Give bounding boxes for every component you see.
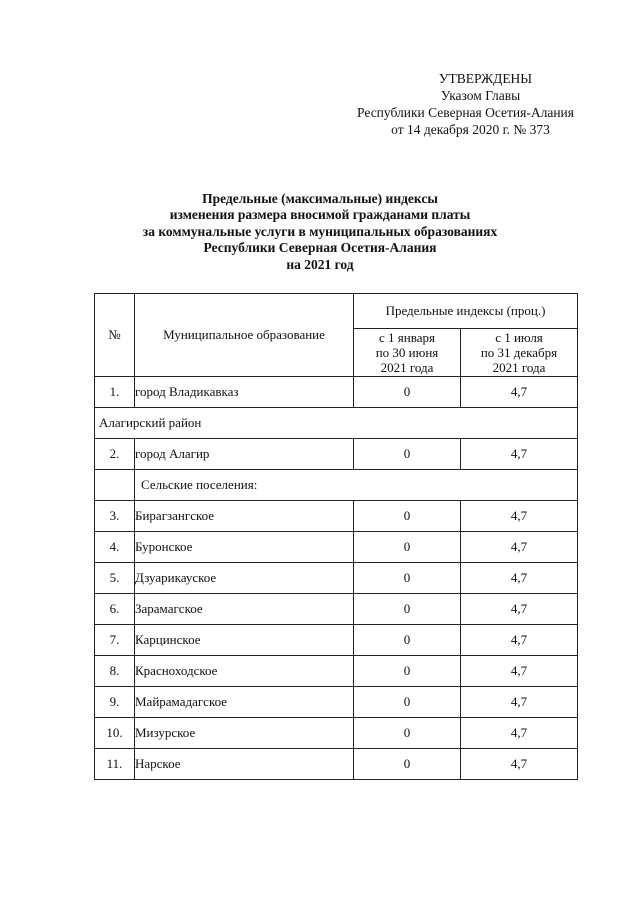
title-line-5: на 2021 год: [286, 256, 354, 272]
row-index-jan-jun: 0: [354, 625, 461, 656]
row-index-jan-jun: 0: [354, 687, 461, 718]
column-header-number: №: [95, 294, 135, 377]
table-row: [95, 532, 578, 563]
row-index-jan-jun: 0: [354, 594, 461, 625]
row-index-jul-dec: 4,7: [461, 563, 578, 594]
row-index-jan-jun: 0: [354, 656, 461, 687]
row-index-jul-dec: 4,7: [461, 718, 578, 749]
period-1-line-2: по 30 июня: [375, 345, 439, 360]
row-number: 6.: [95, 594, 135, 625]
period-2-line-2: по 31 декабря: [480, 345, 558, 360]
row-municipality: Нарское: [135, 749, 354, 780]
period-1-line-3: 2021 года: [380, 360, 434, 375]
row-index-jul-dec: 4,7: [461, 532, 578, 563]
row-index-jul-dec: 4,7: [461, 439, 578, 470]
subsection-row-rural: [95, 470, 578, 501]
approval-region: Республики Северная Осетия-Алания: [357, 105, 574, 120]
table-row: [95, 377, 578, 408]
approval-authority: Указом Главы: [440, 88, 521, 103]
title-line-1: Предельные (максимальные) индексы: [202, 191, 438, 206]
row-municipality: Красноходское: [135, 656, 354, 687]
column-header-period-2: [461, 329, 578, 377]
table-row: [95, 687, 578, 718]
row-index-jul-dec: 4,7: [461, 377, 578, 408]
row-index-jan-jun: 0: [354, 532, 461, 563]
column-header-period-1: [354, 329, 461, 377]
table-row: [95, 594, 578, 625]
row-index-jul-dec: 4,7: [461, 594, 578, 625]
row-number: 11.: [95, 749, 135, 780]
table-row: [95, 439, 578, 470]
row-number: 8.: [95, 656, 135, 687]
table-row: [95, 749, 578, 780]
table-row: [95, 625, 578, 656]
row-number: 5.: [95, 563, 135, 594]
table-row: [95, 563, 578, 594]
row-municipality: город Владикавказ: [135, 377, 354, 408]
title-line-2: изменения размера вносимой гражданами платы: [169, 207, 471, 223]
row-index-jul-dec: 4,7: [461, 501, 578, 532]
row-number: 10.: [95, 718, 135, 749]
row-municipality: Мизурское: [135, 718, 354, 749]
row-index-jul-dec: 4,7: [461, 687, 578, 718]
indices-table: [94, 293, 578, 780]
title-line-3: за коммунальные услуги в муниципальных образованиях: [142, 223, 498, 239]
section-label-alagir: Алагирский район: [95, 408, 578, 439]
column-header-indices: Предельные индексы (проц.): [354, 294, 578, 329]
row-index-jan-jun: 0: [354, 749, 461, 780]
row-index-jan-jun: 0: [354, 563, 461, 594]
row-index-jan-jun: 0: [354, 377, 461, 408]
section-row-alagir: [95, 408, 578, 439]
row-number: 7.: [95, 625, 135, 656]
row-index-jan-jun: 0: [354, 501, 461, 532]
approval-stamp: [357, 70, 574, 138]
table-header-row: [95, 294, 578, 329]
title-line-4: Республики Северная Осетия-Алания: [203, 240, 437, 256]
table-row: [95, 718, 578, 749]
row-municipality: Бирагзангское: [135, 501, 354, 532]
column-header-municipality: Муниципальное образование: [135, 294, 354, 377]
subsection-label-rural: Сельские поселения:: [135, 470, 578, 501]
approval-decree-date: от 14 декабря 2020 г. № 373: [391, 122, 550, 137]
period-2-line-3: 2021 года: [492, 360, 546, 375]
row-index-jul-dec: 4,7: [461, 625, 578, 656]
table-row: [95, 501, 578, 532]
row-index-jul-dec: 4,7: [461, 656, 578, 687]
row-municipality: Буронское: [135, 532, 354, 563]
period-1-line-1: с 1 января: [379, 330, 435, 345]
row-number: 1.: [95, 377, 135, 408]
subsection-empty-cell: [95, 470, 135, 501]
row-municipality: Зарамагское: [135, 594, 354, 625]
row-municipality: город Алагир: [135, 439, 354, 470]
row-municipality: Дзуарикауское: [135, 563, 354, 594]
period-2-line-1: с 1 июля: [495, 330, 543, 345]
row-index-jan-jun: 0: [354, 718, 461, 749]
row-number: 2.: [95, 439, 135, 470]
row-number: 4.: [95, 532, 135, 563]
row-index-jul-dec: 4,7: [461, 749, 578, 780]
row-municipality: Карцинское: [135, 625, 354, 656]
row-number: 3.: [95, 501, 135, 532]
row-municipality: Майрамадагское: [135, 687, 354, 718]
table-row: [95, 656, 578, 687]
row-index-jan-jun: 0: [354, 439, 461, 470]
approval-heading: УТВЕРЖДЕНЫ: [438, 71, 533, 86]
row-number: 9.: [95, 687, 135, 718]
document-title: [0, 191, 640, 273]
